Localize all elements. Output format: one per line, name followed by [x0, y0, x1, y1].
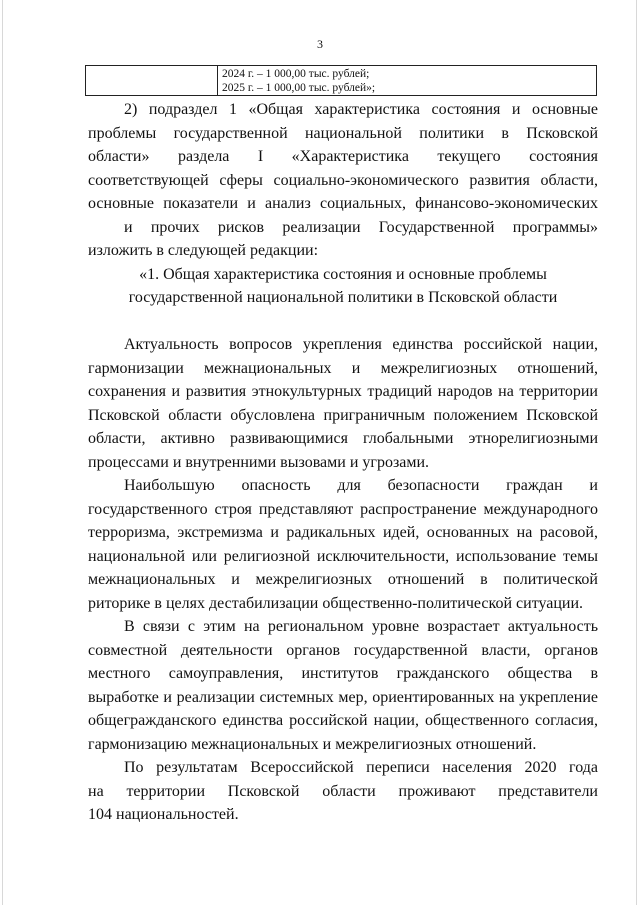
text-line: Псковской области обусловлена приграничным положением Псковской: [88, 407, 598, 424]
text-line: местного самоуправления, институтов гражданского общества в: [88, 665, 598, 682]
text-line: государственного строя представляют распространение международного: [88, 501, 598, 518]
text-line: изложить в следующей редакции:: [88, 242, 319, 259]
funding-table: [85, 65, 597, 96]
text-line: По результатам Всероссийской переписи населения 2020 года: [124, 759, 598, 776]
text-line: гармонизации межнациональных и межрелигиозных отношений,: [88, 360, 598, 377]
scan-edge-right: [636, 0, 637, 905]
text-line: национальной или религиозной исключительности, использование темы: [88, 548, 598, 565]
text-line: Актуальность вопросов укрепления единства российской нации,: [124, 336, 598, 353]
text-line: гармонизацию межнациональных и межрелигиозных отношений.: [88, 736, 537, 753]
text-line: на территории Псковской области проживают представители: [88, 783, 598, 800]
text-line: сохранения и развития этнокультурных традиций народов на территории: [88, 383, 598, 400]
section-heading: «1. Общая характеристика состояния и основные проблемы: [139, 266, 547, 283]
text-line: выработке и реализации системных мер, ориентированных на укрепление: [88, 689, 598, 706]
page-number: 3: [317, 37, 323, 51]
text-line: проблемы государственной национальной политики в Псковской: [88, 125, 598, 142]
text-line: терроризма, экстремизма и радикальных идей, основанных на расовой,: [88, 524, 598, 541]
text-line: 2) подраздел 1 «Общая характеристика состояния и основные: [124, 101, 598, 118]
table-row: 2024 г. – 1 000,00 тыс. рублей;: [222, 68, 370, 80]
text-line: общегражданского единства российской нации, общественного согласия,: [88, 712, 598, 729]
text-line: основные показатели и анализ социальных, финансово-экономических: [88, 195, 598, 212]
table-row: 2025 г. – 1 000,00 тыс. рублей»;: [222, 82, 376, 94]
text-line: риторике в целях дестабилизации общественно-политической ситуации.: [88, 595, 584, 612]
table-column-divider: [217, 66, 218, 95]
text-line: и прочих рисков реализации Государственной программы»: [124, 219, 598, 236]
text-line: области» раздела I «Характеристика текущего состояния: [88, 148, 598, 165]
text-line: В связи с этим на региональном уровне возрастает актуальность: [124, 618, 598, 635]
text-line: области, активно развивающимися глобальными этнорелигиозными: [88, 430, 598, 447]
text-line: 104 национальностей.: [88, 806, 239, 823]
text-line: Наибольшую опасность для безопасности граждан и: [124, 477, 598, 494]
text-line: процессами и внутренними вызовами и угрозами.: [88, 454, 430, 471]
text-line: соответствующей сферы социально-экономического развития области,: [88, 172, 598, 189]
scan-edge-left: [2, 0, 3, 905]
section-heading: государственной национальной политики в Псковской области: [128, 289, 558, 306]
text-line: межнациональных и межрелигиозных отношений в политической: [88, 571, 598, 588]
text-line: совместной деятельности органов государственной власти, органов: [88, 642, 598, 659]
table-cell: [222, 67, 592, 95]
